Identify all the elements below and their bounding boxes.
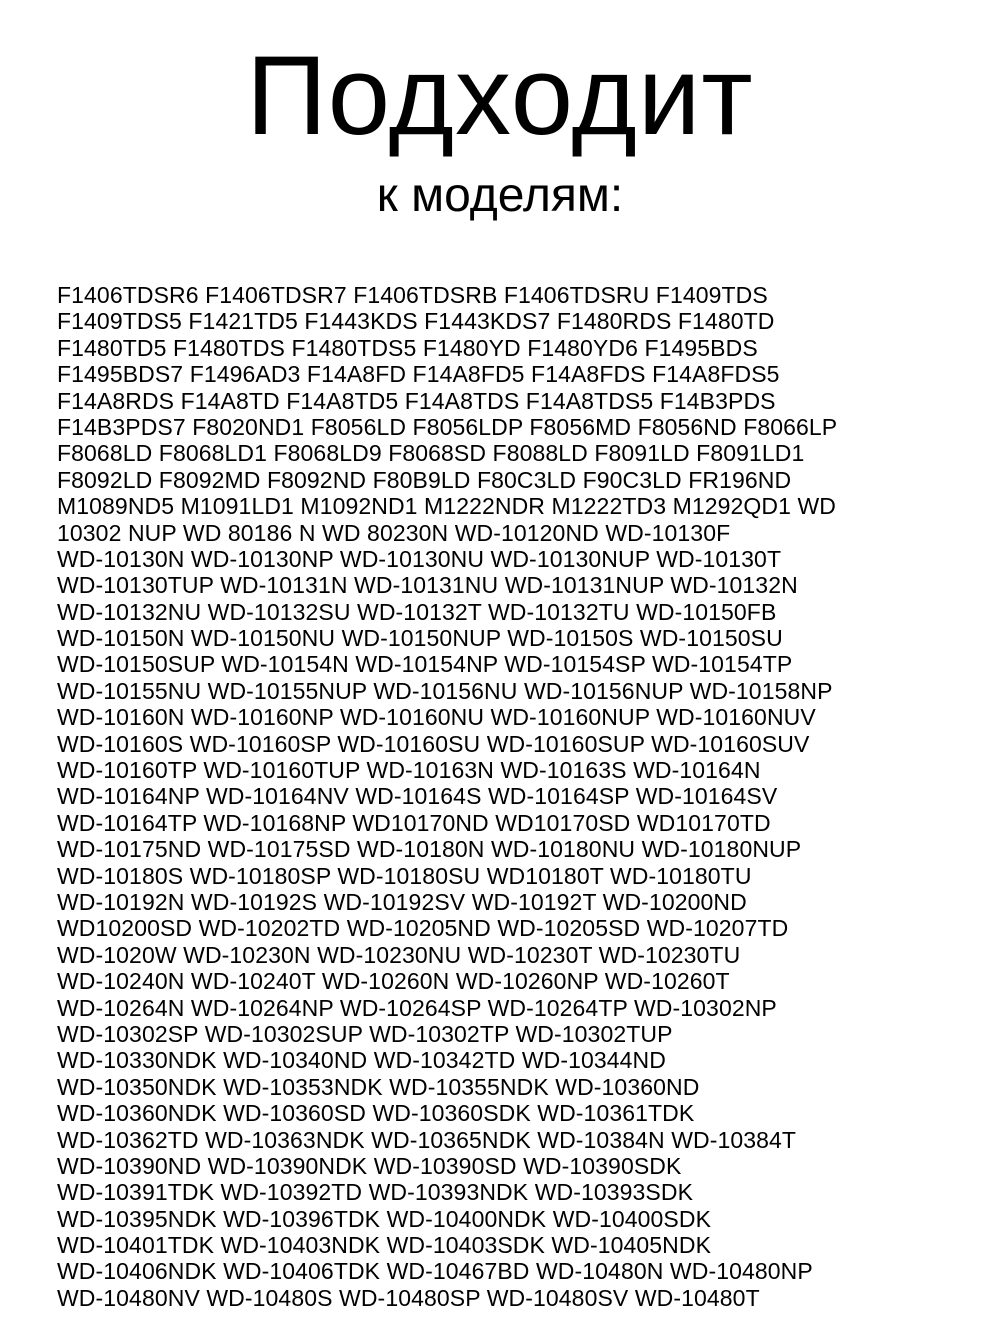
model-list-line: WD-10160TP WD-10160TUP WD-10163N WD-10163S WD-10164N: [57, 757, 761, 784]
model-list-line: WD-10330NDK WD-10340ND WD-10342TD WD-10344ND: [57, 1047, 666, 1074]
model-list-line: WD-10155NU WD-10155NUP WD-10156NU WD-10156NUP WD-10158NP: [57, 677, 833, 704]
model-list: [57, 282, 999, 1311]
model-list-line: WD-10150N WD-10150NU WD-10150NUP WD-10150S WD-10150SU: [57, 625, 783, 652]
model-list-line: WD-10302SP WD-10302SUP WD-10302TP WD-10302TUP: [57, 1020, 673, 1047]
model-list-line: WD-10480NV WD-10480S WD-10480SP WD-10480SV WD-10480T: [57, 1284, 760, 1311]
model-list-line: WD-10406NDK WD-10406TDK WD-10467BD WD-10480N WD-10480NP: [57, 1258, 813, 1285]
page-title: Подходит: [246, 33, 754, 158]
model-list-line: WD-10362TD WD-10363NDK WD-10365NDK WD-10384N WD-10384T: [57, 1126, 797, 1153]
model-list-line: WD-10164TP WD-10168NP WD10170ND WD10170SD WD10170TD: [57, 809, 771, 836]
model-list-line: WD-10164NP WD-10164NV WD-10164S WD-10164SP WD-10164SV: [57, 783, 778, 810]
model-list-line: WD-10160N WD-10160NP WD-10160NU WD-10160NUP WD-10160NUV: [57, 704, 816, 731]
page-subtitle: к моделям:: [376, 169, 624, 222]
model-list-line: F1480TD5 F1480TDS F1480TDS5 F1480YD F1480YD6 F1495BDS: [57, 334, 758, 361]
model-list-line: WD-10391TDK WD-10392TD WD-10393NDK WD-10393SDK: [57, 1179, 694, 1206]
model-list-line: 10302 NUP WD 80186 N WD 80230N WD-10120ND WD-10130F: [57, 519, 731, 546]
model-list-line: WD-1020W WD-10230N WD-10230NU WD-10230T WD-10230TU: [57, 941, 741, 968]
model-list-line: F8068LD F8068LD1 F8068LD9 F8068SD F8088LD F8091LD F8091LD1: [57, 440, 805, 467]
model-list-line: WD10200SD WD-10202TD WD-10205ND WD-10205SD WD-10207TD: [57, 915, 789, 942]
model-list-line: F1409TDS5 F1421TD5 F1443KDS F1443KDS7 F1480RDS F1480TD: [57, 308, 775, 335]
model-list-line: WD-10395NDK WD-10396TDK WD-10400NDK WD-10400SDK: [57, 1205, 712, 1232]
model-list-line: WD-10150SUP WD-10154N WD-10154NP WD-10154SP WD-10154TP: [57, 651, 793, 678]
model-list-line: WD-10350NDK WD-10353NDK WD-10355NDK WD-10360ND: [57, 1073, 700, 1100]
model-list-line: WD-10264N WD-10264NP WD-10264SP WD-10264TP WD-10302NP: [57, 994, 777, 1021]
model-list-line: WD-10130N WD-10130NP WD-10130NU WD-10130NUP WD-10130T: [57, 545, 782, 572]
model-list-line: WD-10401TDK WD-10403NDK WD-10403SDK WD-10405NDK: [57, 1232, 712, 1259]
model-list-line: WD-10132NU WD-10132SU WD-10132T WD-10132TU WD-10150FB: [57, 598, 777, 625]
model-list-line: F14A8RDS F14A8TD F14A8TD5 F14A8TDS F14A8TDS5 F14B3PDS: [57, 387, 776, 414]
model-list-line: WD-10180S WD-10180SP WD-10180SU WD10180T WD-10180TU: [57, 862, 752, 889]
model-list-line: M1089ND5 M1091LD1 M1092ND1 M1222NDR M1222TD3 M1292QD1 WD: [57, 493, 836, 520]
model-list-line: F1406TDSR6 F1406TDSR7 F1406TDSRB F1406TDSRU F1409TDS: [57, 282, 768, 308]
model-list-line: WD-10130TUP WD-10131N WD-10131NU WD-10131NUP WD-10132N: [57, 572, 798, 599]
model-list-line: F8092LD F8092MD F8092ND F80B9LD F80C3LD F90C3LD FR196ND: [57, 466, 792, 493]
model-list-line: WD-10175ND WD-10175SD WD-10180N WD-10180NU WD-10180NUP: [57, 836, 802, 863]
model-list-line: WD-10160S WD-10160SP WD-10160SU WD-10160SUP WD-10160SUV: [57, 730, 810, 757]
model-list-line: WD-10240N WD-10240T WD-10260N WD-10260NP WD-10260T: [57, 968, 730, 995]
model-list-line: WD-10360NDK WD-10360SD WD-10360SDK WD-10361TDK: [57, 1100, 695, 1127]
model-list-line: F1495BDS7 F1496AD3 F14A8FD F14A8FD5 F14A8FDS F14A8FDS5: [57, 361, 780, 388]
model-list-line: F14B3PDS7 F8020ND1 F8056LD F8056LDP F8056MD F8056ND F8066LP: [57, 413, 838, 440]
model-list-line: WD-10192N WD-10192S WD-10192SV WD-10192T WD-10200ND: [57, 888, 747, 915]
model-list-line: WD-10390ND WD-10390NDK WD-10390SD WD-10390SDK: [57, 1152, 682, 1179]
